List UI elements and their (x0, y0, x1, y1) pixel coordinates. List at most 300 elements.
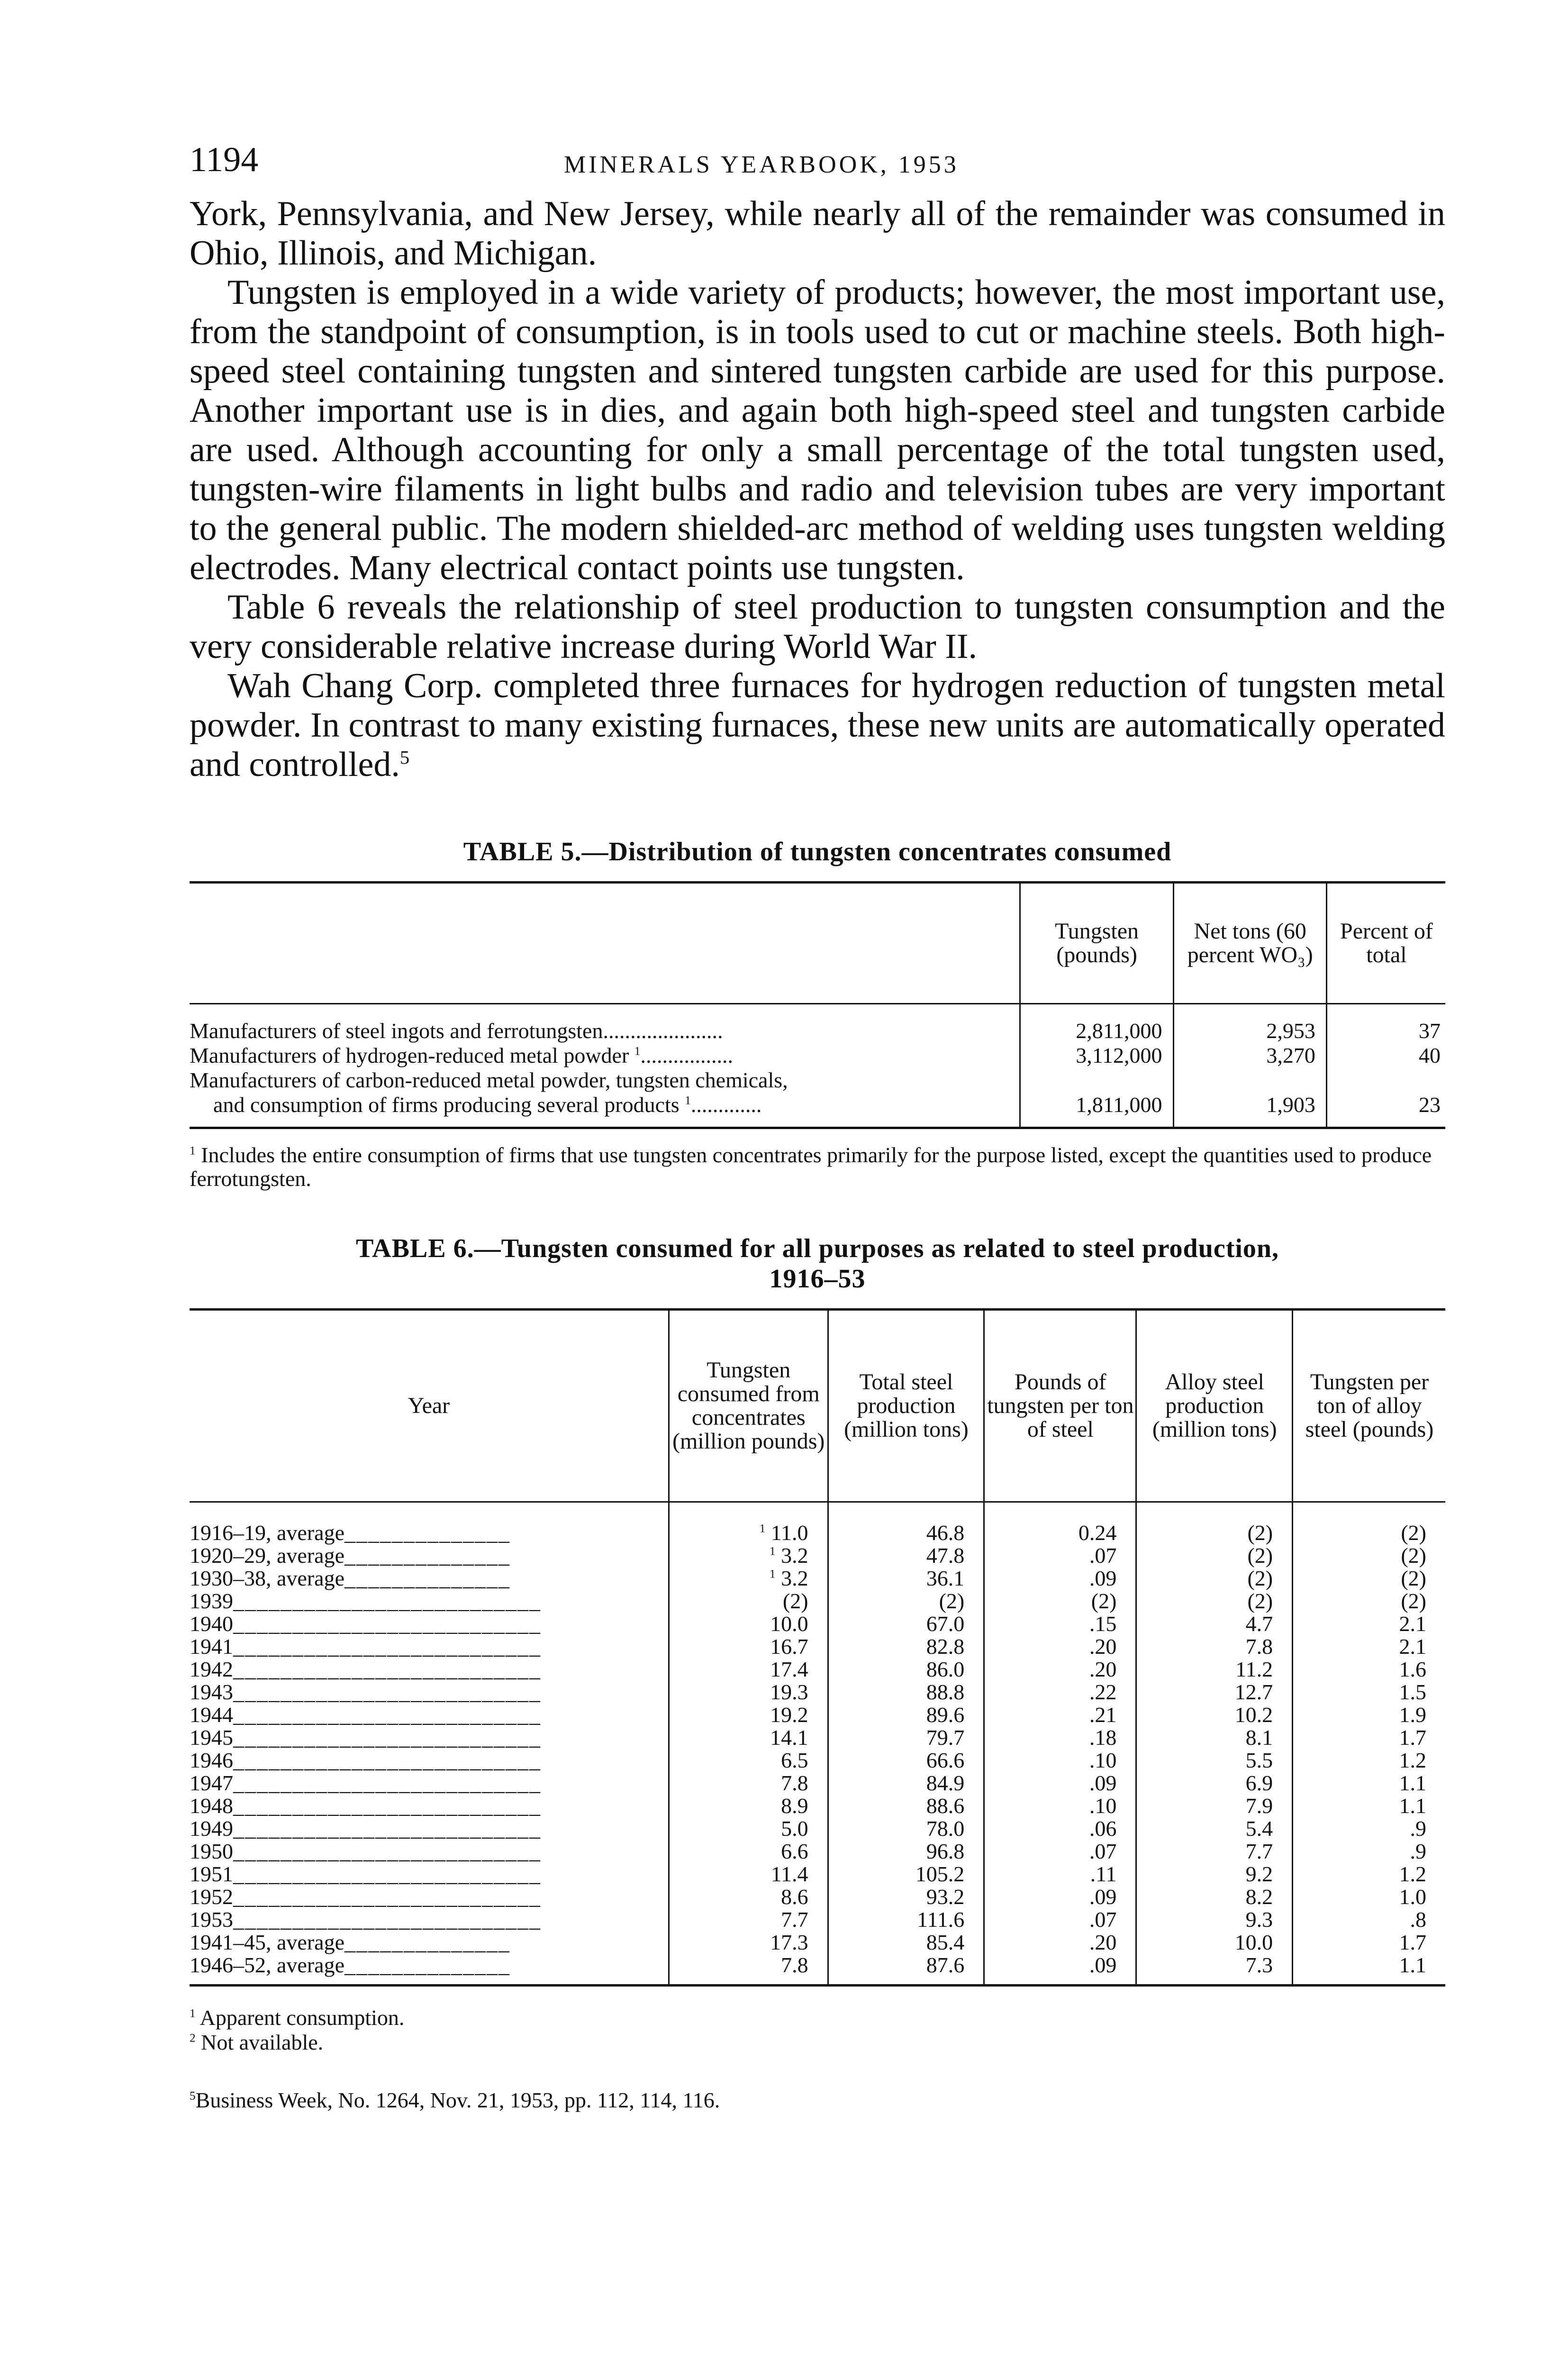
cell-value: 19.2 (770, 1703, 808, 1727)
cell-value: .11 (1090, 1862, 1117, 1886)
cell-value: (2) (1247, 1589, 1273, 1613)
cell-value: 11.4 (770, 1862, 808, 1886)
cell-value: .9 (1410, 1839, 1426, 1863)
table5-percent: 40 (1326, 1043, 1445, 1068)
cell-value: 6.6 (781, 1839, 808, 1863)
table-row (190, 1502, 1445, 1545)
table-row (190, 1795, 1445, 1817)
table6-notes (190, 2005, 1445, 2055)
cell-value: 1.2 (1399, 1862, 1426, 1886)
table6-steel (828, 1908, 984, 1931)
table6-alloy (1136, 1590, 1293, 1613)
cell-value: 1.5 (1399, 1680, 1426, 1704)
table-row (190, 1749, 1445, 1772)
table6-per-alloy (1293, 1817, 1445, 1840)
table6-year: 1941__________________________ (190, 1634, 541, 1659)
note (190, 2030, 1445, 2055)
table6-title-line2: 1916–53 (769, 1264, 866, 1294)
body-text (190, 194, 1445, 784)
cell-value: 5.0 (781, 1816, 808, 1841)
table5 (190, 884, 1445, 1127)
table6-steel (828, 1795, 984, 1817)
table6-per-ton (984, 1704, 1136, 1726)
cell-value: 11.2 (1235, 1657, 1273, 1681)
cell-value: 87.6 (926, 1953, 965, 1977)
table5-header-net-tons: Net tons (60 percent WO₃) (1173, 884, 1326, 1004)
table6-tungsten (669, 1658, 828, 1681)
cell-value: 9.2 (1245, 1862, 1273, 1886)
year-label: 1939 (190, 1589, 233, 1613)
table-row (190, 1043, 1445, 1068)
cell-value: .22 (1089, 1680, 1117, 1704)
table-row (190, 1772, 1445, 1795)
table6-header-per-alloy: Tungsten per ton of alloy steel (pounds) (1293, 1311, 1445, 1502)
table6-per-alloy (1293, 1726, 1445, 1749)
cell-value: 47.8 (926, 1543, 965, 1568)
table6-alloy (1136, 1749, 1293, 1772)
cell-value: .9 (1410, 1816, 1426, 1841)
cell-value: 66.6 (926, 1748, 965, 1772)
table6-tungsten (669, 1544, 828, 1567)
cell-value: (2) (1401, 1543, 1426, 1568)
table5-pounds: 3,112,000 (1020, 1043, 1173, 1068)
year-label: 1947 (190, 1771, 233, 1795)
table6-tungsten (669, 1840, 828, 1863)
footnote-mark: 1 (634, 1044, 641, 1058)
cell-value: 2.1 (1399, 1634, 1426, 1659)
cell-value: .06 (1089, 1816, 1117, 1841)
table6-tungsten (669, 1908, 828, 1931)
table6-steel (828, 1886, 984, 1908)
table6-per-alloy (1293, 1863, 1445, 1886)
table6-per-alloy (1293, 1704, 1445, 1726)
table6-alloy (1136, 1886, 1293, 1908)
table6-steel (828, 1863, 984, 1886)
table6-tungsten (669, 1886, 828, 1908)
table6-per-ton (984, 1635, 1136, 1658)
table-row (190, 1658, 1445, 1681)
table6-header-alloy: Alloy steel production (million tons) (1136, 1311, 1293, 1502)
table6 (190, 1311, 1445, 1987)
table6-year: 1950__________________________ (190, 1839, 541, 1863)
cell-value: 86.0 (926, 1657, 965, 1681)
paragraph (190, 666, 1445, 784)
table6-per-alloy (1293, 1749, 1445, 1772)
table6-tungsten (669, 1567, 828, 1590)
cell-value: 6.9 (1245, 1771, 1273, 1795)
table6-year: 1941–45, average______________ (190, 1930, 510, 1954)
year-label: 1951 (190, 1862, 233, 1886)
table6-per-ton (984, 1954, 1136, 1986)
table-row (190, 1567, 1445, 1590)
cell-value: 67.0 (926, 1612, 965, 1636)
year-label: 1941 (190, 1634, 233, 1659)
table6-tungsten (669, 1817, 828, 1840)
year-label: 1941–45, average (190, 1930, 344, 1954)
table6-per-alloy (1293, 1931, 1445, 1954)
table6-year: 1951__________________________ (190, 1862, 541, 1886)
cell-value: (2) (1247, 1521, 1273, 1545)
table6-per-ton (984, 1817, 1136, 1840)
running-title: MINERALS YEARBOOK, 1953 (564, 151, 959, 178)
table6-steel (828, 1749, 984, 1772)
table6-per-alloy (1293, 1840, 1445, 1863)
year-label: 1930–38, average (190, 1566, 344, 1590)
table-row (190, 1004, 1445, 1044)
table6-alloy (1136, 1954, 1293, 1986)
cell-value: 85.4 (926, 1930, 965, 1954)
table6-year: 1947__________________________ (190, 1771, 541, 1795)
cell-value: 93.2 (926, 1885, 965, 1909)
year-label: 1916–19, average (190, 1521, 344, 1545)
table6-year: 1946__________________________ (190, 1748, 541, 1772)
table5-net-tons: 1,903 (1173, 1068, 1326, 1127)
note-mark: 2 (190, 2031, 196, 2045)
cell-value: 3.2 (781, 1566, 808, 1590)
cell-value: 3.2 (781, 1543, 808, 1568)
footnote-mark: 1 (759, 1522, 766, 1535)
table-row (190, 1954, 1445, 1986)
cell-value: .07 (1089, 1543, 1117, 1568)
table6-steel (828, 1681, 984, 1704)
footnote-mark: 1 (190, 1144, 196, 1158)
table6-alloy (1136, 1931, 1293, 1954)
table6-alloy (1136, 1502, 1293, 1545)
table-row (190, 1931, 1445, 1954)
footnote-text: Business Week, No. 1264, Nov. 21, 1953, pp. 112, 114, 116. (195, 2088, 720, 2112)
cell-value: (2) (1401, 1589, 1426, 1613)
cell-value: 5.5 (1245, 1748, 1273, 1772)
table6-tungsten (669, 1931, 828, 1954)
table6-per-ton (984, 1590, 1136, 1613)
year-label: 1942 (190, 1657, 233, 1681)
cell-value: 79.7 (926, 1725, 965, 1750)
cell-value: 8.2 (1245, 1885, 1273, 1909)
table-row (190, 1704, 1445, 1726)
cell-value: 111.6 (917, 1907, 965, 1932)
cell-value: 2.1 (1399, 1612, 1426, 1636)
table6-tungsten (669, 1704, 828, 1726)
table5-header-percent: Percent of total (1326, 884, 1445, 1004)
table6-body (190, 1502, 1445, 1986)
cell-value: 1.6 (1399, 1657, 1426, 1681)
table6-alloy (1136, 1544, 1293, 1567)
cell-value: 36.1 (926, 1566, 965, 1590)
cell-value: 0.24 (1078, 1521, 1117, 1545)
table6-header-year: Year (190, 1311, 669, 1502)
table6-steel (828, 1840, 984, 1863)
cell-value: .8 (1410, 1907, 1426, 1932)
year-label: 1948 (190, 1794, 233, 1818)
table6-tungsten (669, 1954, 828, 1986)
table6-per-ton (984, 1863, 1136, 1886)
page-header (190, 142, 1445, 194)
cell-value: .20 (1089, 1657, 1117, 1681)
table6-per-ton (984, 1749, 1136, 1772)
table6-per-ton (984, 1567, 1136, 1590)
year-label: 1953 (190, 1907, 233, 1932)
cell-value: .09 (1089, 1566, 1117, 1590)
table6-steel (828, 1544, 984, 1567)
table6-header-steel: Total steel production (million tons) (828, 1311, 984, 1502)
footnote-mark: 1 (769, 1544, 776, 1558)
paragraph: Table 6 reveals the relationship of steel production to tungsten consumption and the very considerable relative increase during World War II. (190, 588, 1445, 666)
cell-value: 1.1 (1399, 1771, 1426, 1795)
table5-net-tons: 3,270 (1173, 1043, 1326, 1068)
cell-value: .07 (1089, 1839, 1117, 1863)
year-label: 1920–29, average (190, 1543, 344, 1568)
table-row (190, 1590, 1445, 1613)
cell-value: (2) (1247, 1543, 1273, 1568)
cell-value: 11.0 (770, 1521, 808, 1545)
cell-value: 84.9 (926, 1771, 965, 1795)
year-label: 1950 (190, 1839, 233, 1863)
table6-per-ton (984, 1840, 1136, 1863)
table6-title-line1: TABLE 6.—Tungsten consumed for all purposes as related to steel production, (355, 1234, 1279, 1263)
cell-value: 7.3 (1245, 1953, 1273, 1977)
table6-steel (828, 1567, 984, 1590)
cell-value: 7.7 (1245, 1839, 1273, 1863)
table6-alloy (1136, 1726, 1293, 1749)
cell-value: 17.3 (770, 1930, 808, 1954)
table6-year: 1953__________________________ (190, 1907, 541, 1932)
table6-year: 1948__________________________ (190, 1794, 541, 1818)
footnote-mark: 1 (769, 1567, 776, 1581)
table6-per-ton (984, 1908, 1136, 1931)
table6-per-alloy (1293, 1795, 1445, 1817)
table6-tungsten (669, 1726, 828, 1749)
cell-value: 10.2 (1234, 1703, 1273, 1727)
row-label-continued: and consumption of firms producing several products $^1$............. (213, 1093, 762, 1117)
cell-value: 88.6 (926, 1794, 965, 1818)
note-mark: 1 (190, 2006, 196, 2020)
cell-value: 105.2 (915, 1862, 965, 1886)
cell-value: 82.8 (926, 1634, 965, 1659)
cell-value: 1.1 (1399, 1794, 1426, 1818)
table6-tungsten (669, 1749, 828, 1772)
table6-per-alloy (1293, 1544, 1445, 1567)
table6-tungsten (669, 1772, 828, 1795)
table6-per-ton (984, 1772, 1136, 1795)
year-label: 1949 (190, 1816, 233, 1841)
table6-alloy (1136, 1817, 1293, 1840)
table6-per-ton (984, 1886, 1136, 1908)
table6-per-ton (984, 1613, 1136, 1635)
table6-per-ton (984, 1502, 1136, 1545)
cell-value: 1.2 (1399, 1748, 1426, 1772)
table6-steel (828, 1635, 984, 1658)
cell-value: .10 (1089, 1794, 1117, 1818)
table6-header-row (190, 1311, 1445, 1502)
table6-alloy (1136, 1635, 1293, 1658)
table6-tungsten (669, 1863, 828, 1886)
table6-alloy (1136, 1567, 1293, 1590)
table6-year: 1930–38, average______________ (190, 1566, 510, 1590)
cell-value: 7.8 (781, 1771, 808, 1795)
note-text: Not available. (201, 2030, 324, 2054)
year-label: 1944 (190, 1703, 233, 1727)
table6-year: 1940__________________________ (190, 1612, 541, 1636)
table6-alloy (1136, 1658, 1293, 1681)
table6-per-alloy (1293, 1658, 1445, 1681)
table5-pounds: 1,811,000 (1020, 1068, 1173, 1127)
note-text: Apparent consumption. (199, 2005, 405, 2030)
table6-per-ton (984, 1544, 1136, 1567)
table6-steel (828, 1726, 984, 1749)
table6-per-alloy (1293, 1635, 1445, 1658)
table-row (190, 1886, 1445, 1908)
table6-header-per-ton: Pounds of tungsten per ton of steel (984, 1311, 1136, 1502)
table-row (190, 1681, 1445, 1704)
cell-value: .20 (1089, 1634, 1117, 1659)
table6-steel (828, 1502, 984, 1545)
table6-tungsten (669, 1590, 828, 1613)
year-label: 1943 (190, 1680, 233, 1704)
cell-value: 19.3 (770, 1680, 808, 1704)
cell-value: (2) (939, 1589, 965, 1613)
table6-per-alloy (1293, 1954, 1445, 1986)
table5-net-tons: 2,953 (1173, 1004, 1326, 1044)
table5-label: Manufacturers of steel ingots and ferrotungsten...................... (190, 1019, 723, 1043)
row-label: Manufacturers of hydrogen-reduced metal powder (190, 1043, 629, 1067)
cell-value: (2) (1401, 1521, 1426, 1545)
cell-value: (2) (1401, 1566, 1426, 1590)
table6-steel (828, 1658, 984, 1681)
table-row (190, 1840, 1445, 1863)
table6-tungsten (669, 1502, 828, 1545)
cell-value: (2) (1091, 1589, 1117, 1613)
cell-value: .15 (1089, 1612, 1117, 1636)
table6-steel (828, 1954, 984, 1986)
table5-percent: 37 (1326, 1004, 1445, 1044)
table6-per-ton (984, 1795, 1136, 1817)
table6-per-ton (984, 1658, 1136, 1681)
table6-steel (828, 1613, 984, 1635)
table6-year: 1949__________________________ (190, 1816, 541, 1841)
table6-per-alloy (1293, 1567, 1445, 1590)
table6-title (190, 1233, 1445, 1294)
table-row (190, 1726, 1445, 1749)
row-label: Manufacturers of steel ingots and ferrotungsten (190, 1019, 603, 1043)
cell-value: .20 (1089, 1930, 1117, 1954)
table6-alloy (1136, 1772, 1293, 1795)
table6-tungsten (669, 1613, 828, 1635)
cell-value: 88.8 (926, 1680, 965, 1704)
note (190, 2005, 1445, 2030)
table5-label: Manufacturers of hydrogen-reduced metal powder $^1$................. (190, 1043, 733, 1067)
cell-value: 1.7 (1399, 1725, 1426, 1750)
year-label: 1946–52, average (190, 1953, 344, 1977)
document-page (190, 142, 1445, 2113)
table6-alloy (1136, 1704, 1293, 1726)
cell-value: 1.1 (1399, 1953, 1426, 1977)
table5-header-pounds: Tungsten (pounds) (1020, 884, 1173, 1004)
table5-header-row (190, 884, 1445, 1004)
table6-steel (828, 1772, 984, 1795)
table6-tungsten (669, 1795, 828, 1817)
table6-per-alloy (1293, 1886, 1445, 1908)
footnote-text: Includes the entire consumption of firms that use tungsten concentrates primarily for the purpose listed, except the quantities used to produce ferrotungsten. (190, 1143, 1432, 1191)
table6-alloy (1136, 1613, 1293, 1635)
cell-value: (2) (1247, 1566, 1273, 1590)
cell-value: 8.9 (781, 1794, 808, 1818)
table-rule (190, 1127, 1445, 1129)
table6-steel (828, 1590, 984, 1613)
table6-year: 1944__________________________ (190, 1703, 541, 1727)
year-label: 1946 (190, 1748, 233, 1772)
cell-value: 10.0 (1234, 1930, 1273, 1954)
cell-value: .09 (1089, 1953, 1117, 1977)
cell-value: (2) (782, 1589, 808, 1613)
table5-header-blank (190, 884, 1020, 1004)
year-label: 1952 (190, 1885, 233, 1909)
cell-value: 8.1 (1245, 1725, 1273, 1750)
cell-value: 5.4 (1245, 1816, 1273, 1841)
cell-value: 12.7 (1234, 1680, 1273, 1704)
cell-value: 14.1 (770, 1725, 808, 1750)
cell-value: 1.7 (1399, 1930, 1426, 1954)
table6-tungsten (669, 1635, 828, 1658)
table6-per-alloy (1293, 1502, 1445, 1545)
table6-alloy (1136, 1681, 1293, 1704)
table6-tungsten (669, 1681, 828, 1704)
year-label: 1945 (190, 1725, 233, 1750)
table5-label (190, 1068, 1020, 1127)
cell-value: 78.0 (926, 1816, 965, 1841)
table6-alloy (1136, 1908, 1293, 1931)
table6-year: 1945__________________________ (190, 1725, 541, 1750)
table6-per-ton (984, 1931, 1136, 1954)
cell-value: 1.0 (1399, 1885, 1426, 1909)
table6-year: 1943__________________________ (190, 1680, 541, 1704)
table6-header-tungsten: Tungsten consumed from concentrates (million pounds) (669, 1311, 828, 1502)
table6-per-ton (984, 1681, 1136, 1704)
paragraph: Tungsten is employed in a wide variety of products; however, the most important use, from the standpoint of consumption, is in tools used to cut or machine steels. Both high-speed steel containing tungsten and sintered tungsten carbide are used for this purpose. Another important use is in dies, and again both high-speed steel and tungsten carbide are used. Although accounting for only a small percentage of the total tungsten used, tungsten-wire filaments in light bulbs and radio and television tubes are very important to the general public. The modern shielded-arc method of welding uses tungsten welding electrodes. Many electrical contact points use tungsten. (190, 273, 1445, 587)
table6-per-alloy (1293, 1772, 1445, 1795)
footnote-reference: 5 (399, 747, 410, 768)
table-row (190, 1544, 1445, 1567)
table6-year: 1946–52, average______________ (190, 1954, 669, 1986)
table5-title: TABLE 5.—Distribution of tungsten concentrates consumed (463, 837, 1172, 866)
cell-value: 9.3 (1245, 1907, 1273, 1932)
paragraph: York, Pennsylvania, and New Jersey, while nearly all of the remainder was consumed in Ohio, Illinois, and Michigan. (190, 194, 1445, 273)
paragraph-text: Wah Chang Corp. completed three furnaces for hydrogen reduction of tungsten metal powder. In contrast to many existing furnaces, these new units are automatically operated and controlled. (190, 666, 1445, 784)
table-row (190, 1635, 1445, 1658)
page-number: 1194 (190, 140, 259, 179)
row-label-line2: and consumption of firms producing several products (213, 1093, 680, 1117)
table6-steel (828, 1931, 984, 1954)
cell-value: 89.6 (926, 1703, 965, 1727)
table-row (190, 1863, 1445, 1886)
table6-per-alloy (1293, 1908, 1445, 1931)
table5-pounds: 2,811,000 (1020, 1004, 1173, 1044)
table6-year: 1942__________________________ (190, 1657, 541, 1681)
cell-value: 96.8 (926, 1839, 965, 1863)
cell-value: 4.7 (1245, 1612, 1273, 1636)
year-label: 1940 (190, 1612, 233, 1636)
table6-alloy (1136, 1795, 1293, 1817)
cell-value: 17.4 (770, 1657, 808, 1681)
table5-footnote (190, 1143, 1445, 1191)
cell-value: 7.8 (781, 1953, 808, 1977)
table-row (190, 1613, 1445, 1635)
cell-value: 16.7 (770, 1634, 808, 1659)
cell-value: 10.0 (770, 1612, 808, 1636)
cell-value: .21 (1089, 1703, 1117, 1727)
cell-value: 6.5 (781, 1748, 808, 1772)
source-footnote (190, 2088, 1445, 2113)
cell-value: .09 (1089, 1771, 1117, 1795)
